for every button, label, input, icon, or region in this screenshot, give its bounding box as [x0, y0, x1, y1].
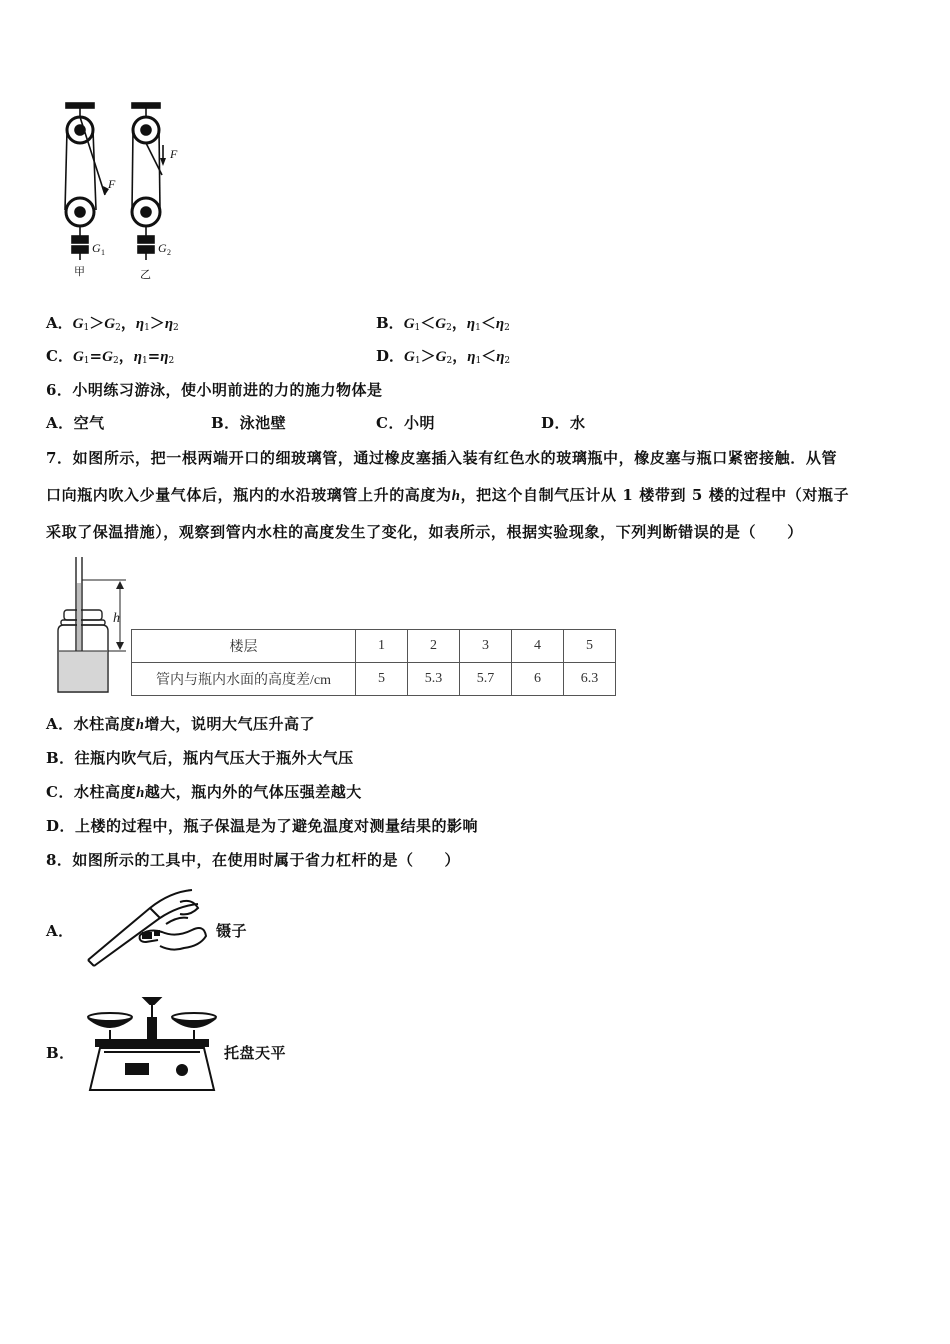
- force-label-jia: F: [108, 177, 116, 191]
- table-cell: 5.7: [460, 663, 512, 696]
- q6-stem: 6．小明练习游泳，使小明前进的力的施力物体是: [46, 381, 383, 399]
- q5-option-d[interactable]: D．$G_1>G_2$，$\eta_1<\eta_2$: [376, 347, 511, 366]
- caption-yi: 乙: [140, 268, 151, 281]
- table-cell: 5: [356, 663, 408, 696]
- table-cell: 1: [356, 630, 408, 663]
- q6-option-a[interactable]: A．空气: [46, 414, 105, 432]
- floor-height-table: [131, 629, 616, 696]
- q7-stem-line3: 采取了保温措施），观察到管内水柱的高度发生了变化，如表所示，根据实验现象，下列判断错误的是（ ）: [46, 523, 803, 541]
- q7-option-b[interactable]: B．往瓶内吹气后，瓶内气压大于瓶外大气压: [46, 749, 354, 767]
- table-cell: 2: [408, 630, 460, 663]
- table-cell: 5.3: [408, 663, 460, 696]
- q5-option-b[interactable]: B．$G_1<G_2$，$\eta_1<\eta_2$: [376, 314, 510, 333]
- q7-option-a[interactable]: A．水柱高度h增大，说明大气压升高了: [46, 715, 315, 733]
- q6-option-c[interactable]: C．小明: [376, 414, 435, 432]
- barometer-figure: [52, 555, 137, 697]
- weight-label-g2-sub: 2: [167, 248, 171, 257]
- q8-stem: 8．如图所示的工具中，在使用时属于省力杠杆的是（ ）: [46, 851, 460, 869]
- weight-label-g1: G: [92, 241, 101, 255]
- q7-stem-line2: 口向瓶内吹入少量气体后，瓶内的水沿玻璃管上升的高度为h，把这个自制气压计从 1 楼带到 5 楼的过程中（对瓶子: [46, 486, 850, 504]
- q5-option-c[interactable]: C．$G_1=G_2$，$\eta_1=\eta_2$: [46, 347, 175, 366]
- q6-option-d[interactable]: D．水: [541, 414, 586, 432]
- tweezers-icon: [80, 880, 210, 970]
- weight-label-g1-sub: 1: [101, 248, 105, 257]
- q8-option-a-label[interactable]: A．: [46, 922, 74, 940]
- pulley-figure: [50, 100, 190, 285]
- table-header-floor: 楼层: [132, 630, 356, 663]
- table-cell: 6: [512, 663, 564, 696]
- table-cell: 5: [564, 630, 616, 663]
- table-cell: 3: [460, 630, 512, 663]
- q8-option-a-name: 镊子: [216, 922, 248, 940]
- table-row: [132, 630, 616, 663]
- table-cell: 4: [512, 630, 564, 663]
- table-cell: 6.3: [564, 663, 616, 696]
- q5-option-a[interactable]: A．$G_1>G_2$，$\eta_1>\eta_2$: [46, 314, 179, 333]
- q7-option-c[interactable]: C．水柱高度h越大，瓶内外的气体压强差越大: [46, 783, 362, 801]
- height-h-label: h: [113, 611, 120, 626]
- q7-stem-line1: 7．如图所示，把一根两端开口的细玻璃管，通过橡皮塞插入装有红色水的玻璃瓶中，橡皮塞与瓶口紧密接触．从管: [46, 449, 838, 467]
- caption-jia: 甲: [74, 265, 85, 278]
- weight-label-g2: G: [158, 241, 167, 255]
- table-header-height: 管内与瓶内水面的高度差/cm: [132, 663, 356, 696]
- q6-option-b[interactable]: B．泳池壁: [211, 414, 287, 432]
- q7-option-d[interactable]: D．上楼的过程中，瓶子保温是为了避免温度对测量结果的影响: [46, 817, 479, 835]
- table-row: [132, 663, 616, 696]
- q8-option-b-label[interactable]: B．: [46, 1044, 75, 1062]
- balance-scale-icon: [82, 990, 222, 1095]
- q8-option-b-name: 托盘天平: [224, 1044, 287, 1062]
- force-label-yi: F: [170, 147, 178, 161]
